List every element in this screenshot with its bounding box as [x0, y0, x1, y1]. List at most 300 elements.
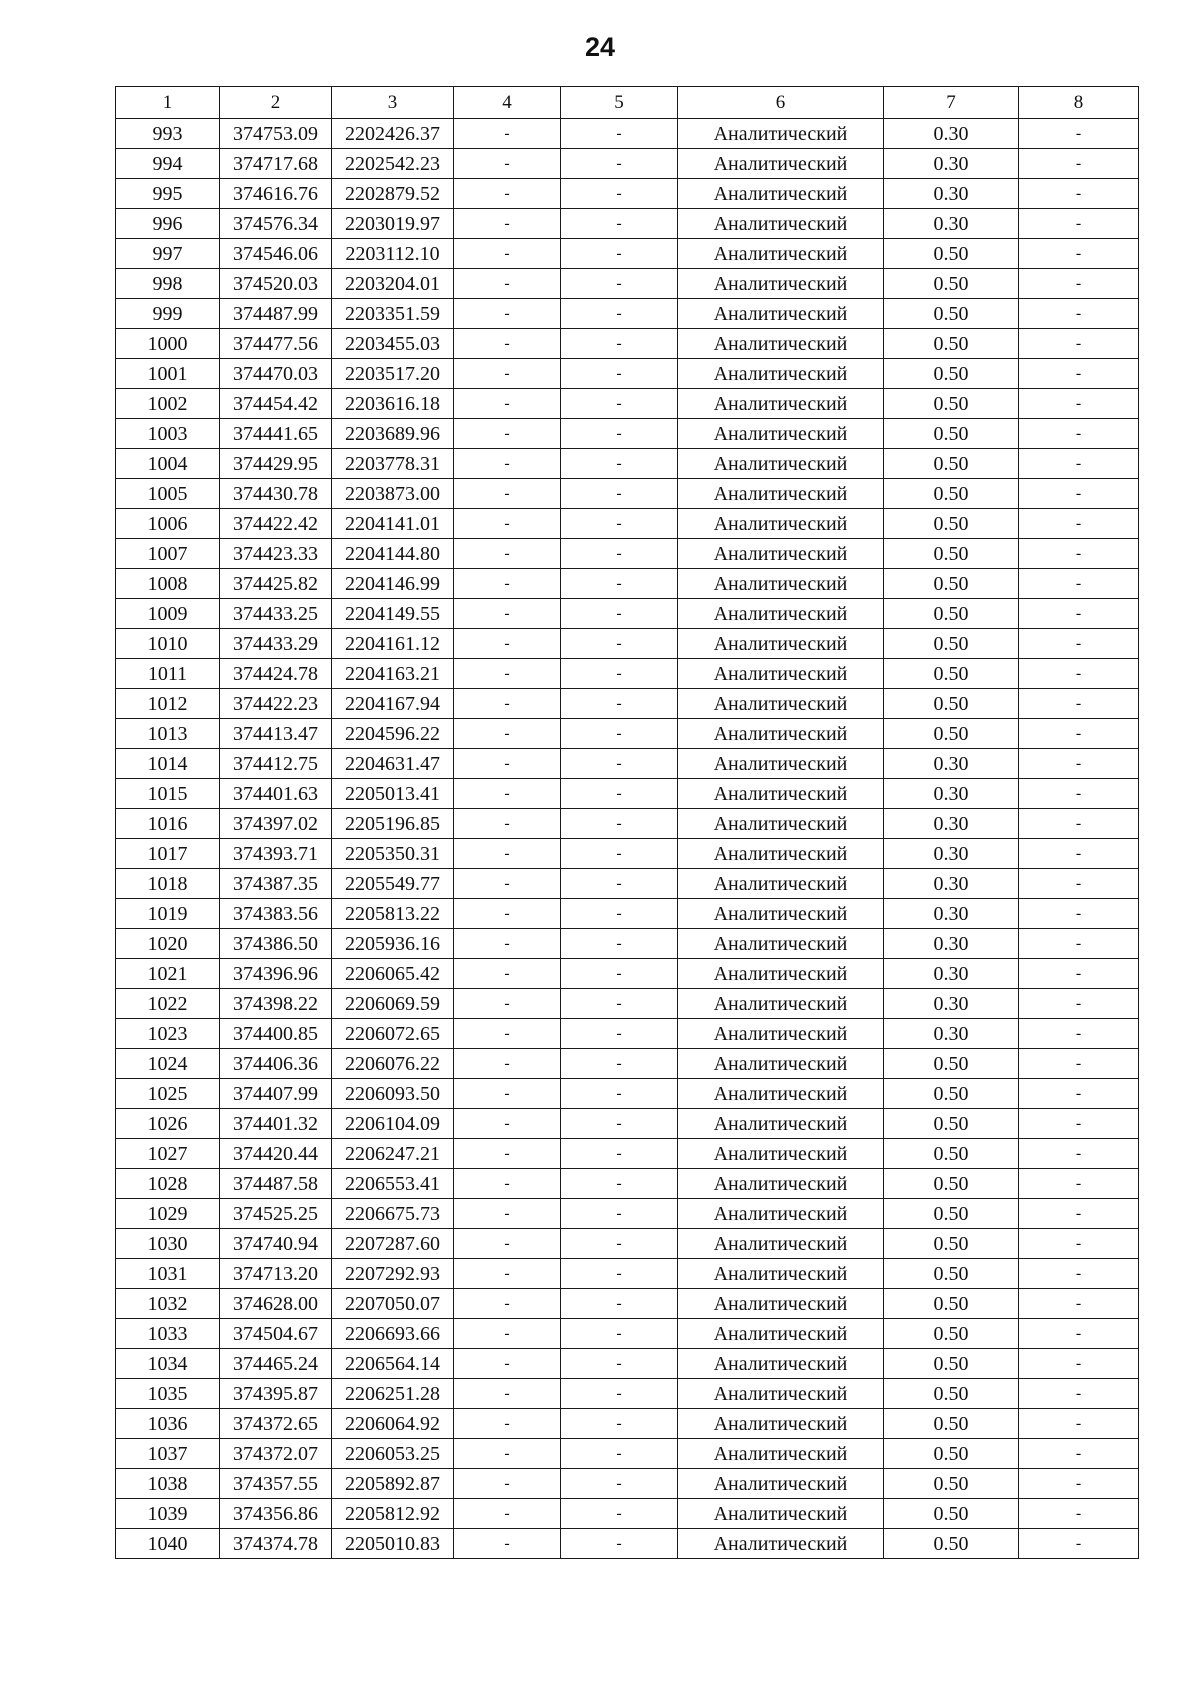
table-cell-col-5: -	[561, 359, 678, 389]
table-cell-col-1: 1021	[116, 959, 220, 989]
table-cell-col-4: -	[454, 509, 561, 539]
table-cell-col-2: 374713.20	[220, 1259, 332, 1289]
table-row	[116, 1289, 1139, 1319]
table-cell-col-5: -	[561, 119, 678, 149]
table-cell-col-3: 2204146.99	[332, 569, 454, 599]
table-row	[116, 1409, 1139, 1439]
table-cell-col-7: 0.30	[884, 149, 1019, 179]
table-cell-col-2: 374386.50	[220, 929, 332, 959]
table-cell-col-7: 0.50	[884, 1259, 1019, 1289]
table-cell-col-1: 1027	[116, 1139, 220, 1169]
table-cell-col-7: 0.50	[884, 1229, 1019, 1259]
table-cell-col-5: -	[561, 1529, 678, 1559]
column-header-5: 5	[561, 87, 678, 119]
table-cell-col-5: -	[561, 899, 678, 929]
table-cell-col-7: 0.30	[884, 839, 1019, 869]
table-cell-col-6: Аналитический	[678, 659, 884, 689]
table-cell-col-1: 1013	[116, 719, 220, 749]
table-cell-col-8: -	[1019, 119, 1139, 149]
table-cell-col-3: 2206053.25	[332, 1439, 454, 1469]
table-cell-col-2: 374616.76	[220, 179, 332, 209]
table-row	[116, 299, 1139, 329]
table-cell-col-6: Аналитический	[678, 569, 884, 599]
table-cell-col-4: -	[454, 1469, 561, 1499]
table-cell-col-5: -	[561, 779, 678, 809]
table-cell-col-5: -	[561, 989, 678, 1019]
table-cell-col-7: 0.30	[884, 989, 1019, 1019]
table-cell-col-8: -	[1019, 149, 1139, 179]
table-cell-col-8: -	[1019, 599, 1139, 629]
table-cell-col-2: 374356.86	[220, 1499, 332, 1529]
table-cell-col-3: 2203616.18	[332, 389, 454, 419]
table-cell-col-6: Аналитический	[678, 539, 884, 569]
column-header-6: 6	[678, 87, 884, 119]
table-cell-col-1: 1002	[116, 389, 220, 419]
table-cell-col-3: 2207292.93	[332, 1259, 454, 1289]
table-row	[116, 809, 1139, 839]
table-cell-col-8: -	[1019, 449, 1139, 479]
table-cell-col-2: 374406.36	[220, 1049, 332, 1079]
table-cell-col-1: 999	[116, 299, 220, 329]
table-cell-col-7: 0.50	[884, 1289, 1019, 1319]
column-header-2: 2	[220, 87, 332, 119]
table-cell-col-7: 0.50	[884, 329, 1019, 359]
table-cell-col-4: -	[454, 749, 561, 779]
table-cell-col-1: 1034	[116, 1349, 220, 1379]
table-cell-col-5: -	[561, 209, 678, 239]
table-cell-col-7: 0.50	[884, 539, 1019, 569]
table-cell-col-6: Аналитический	[678, 1169, 884, 1199]
table-cell-col-5: -	[561, 1109, 678, 1139]
table-cell-col-7: 0.50	[884, 1409, 1019, 1439]
table-cell-col-7: 0.30	[884, 209, 1019, 239]
table-cell-col-5: -	[561, 509, 678, 539]
table-cell-col-1: 1039	[116, 1499, 220, 1529]
table-cell-col-2: 374395.87	[220, 1379, 332, 1409]
table-cell-col-3: 2206675.73	[332, 1199, 454, 1229]
table-cell-col-6: Аналитический	[678, 1109, 884, 1139]
table-cell-col-6: Аналитический	[678, 839, 884, 869]
table-cell-col-4: -	[454, 1079, 561, 1109]
table-cell-col-5: -	[561, 719, 678, 749]
table-cell-col-5: -	[561, 1289, 678, 1319]
table-cell-col-5: -	[561, 959, 678, 989]
table-cell-col-6: Аналитический	[678, 149, 884, 179]
table-cell-col-4: -	[454, 869, 561, 899]
table-cell-col-5: -	[561, 1469, 678, 1499]
table-cell-col-5: -	[561, 1019, 678, 1049]
table-cell-col-1: 994	[116, 149, 220, 179]
table-cell-col-1: 1028	[116, 1169, 220, 1199]
table-cell-col-5: -	[561, 239, 678, 269]
table-cell-col-8: -	[1019, 1079, 1139, 1109]
table-cell-col-6: Аналитический	[678, 359, 884, 389]
table-cell-col-7: 0.50	[884, 629, 1019, 659]
table-cell-col-2: 374401.63	[220, 779, 332, 809]
table-cell-col-8: -	[1019, 1169, 1139, 1199]
table-cell-col-4: -	[454, 809, 561, 839]
column-header-8: 8	[1019, 87, 1139, 119]
page-number: 24	[584, 32, 616, 62]
table-cell-col-2: 374454.42	[220, 389, 332, 419]
table-cell-col-2: 374429.95	[220, 449, 332, 479]
table-row	[116, 1049, 1139, 1079]
table-cell-col-6: Аналитический	[678, 1139, 884, 1169]
table-cell-col-8: -	[1019, 1109, 1139, 1139]
table-row	[116, 179, 1139, 209]
table-cell-col-8: -	[1019, 809, 1139, 839]
table-cell-col-6: Аналитический	[678, 1319, 884, 1349]
table-cell-col-5: -	[561, 629, 678, 659]
table-cell-col-6: Аналитический	[678, 119, 884, 149]
table-cell-col-6: Аналитический	[678, 629, 884, 659]
table-cell-col-6: Аналитический	[678, 269, 884, 299]
table-row	[116, 659, 1139, 689]
table-cell-col-4: -	[454, 269, 561, 299]
table-cell-col-1: 1007	[116, 539, 220, 569]
table-cell-col-7: 0.30	[884, 959, 1019, 989]
table-cell-col-3: 2203351.59	[332, 299, 454, 329]
table-cell-col-5: -	[561, 659, 678, 689]
table-cell-col-3: 2205813.22	[332, 899, 454, 929]
table-cell-col-8: -	[1019, 1139, 1139, 1169]
table-cell-col-6: Аналитический	[678, 1199, 884, 1229]
table-cell-col-3: 2206564.14	[332, 1349, 454, 1379]
table-row	[116, 749, 1139, 779]
table-cell-col-2: 374423.33	[220, 539, 332, 569]
table-cell-col-8: -	[1019, 1379, 1139, 1409]
table-cell-col-3: 2205010.83	[332, 1529, 454, 1559]
table-cell-col-6: Аналитический	[678, 1349, 884, 1379]
table-cell-col-4: -	[454, 389, 561, 419]
table-cell-col-6: Аналитический	[678, 329, 884, 359]
table-cell-col-8: -	[1019, 899, 1139, 929]
table-cell-col-4: -	[454, 929, 561, 959]
table-cell-col-1: 1006	[116, 509, 220, 539]
table-cell-col-2: 374407.99	[220, 1079, 332, 1109]
table-cell-col-8: -	[1019, 659, 1139, 689]
table-row	[116, 569, 1139, 599]
table-cell-col-1: 1032	[116, 1289, 220, 1319]
table-row	[116, 359, 1139, 389]
table-cell-col-5: -	[561, 1439, 678, 1469]
table-cell-col-3: 2206553.41	[332, 1169, 454, 1199]
table-cell-col-7: 0.50	[884, 299, 1019, 329]
table-row	[116, 1259, 1139, 1289]
table-row	[116, 329, 1139, 359]
table-cell-col-4: -	[454, 959, 561, 989]
table-cell-col-5: -	[561, 1199, 678, 1229]
table-row	[116, 689, 1139, 719]
table-body	[116, 119, 1139, 1559]
table-cell-col-8: -	[1019, 1319, 1139, 1349]
table-row	[116, 449, 1139, 479]
table-cell-col-7: 0.50	[884, 1439, 1019, 1469]
table-cell-col-1: 1001	[116, 359, 220, 389]
table-cell-col-5: -	[561, 599, 678, 629]
table-cell-col-6: Аналитический	[678, 1049, 884, 1079]
table-cell-col-3: 2206064.92	[332, 1409, 454, 1439]
table-cell-col-4: -	[454, 1349, 561, 1379]
table-cell-col-7: 0.50	[884, 1469, 1019, 1499]
table-cell-col-3: 2203455.03	[332, 329, 454, 359]
table-row	[116, 869, 1139, 899]
table-cell-col-1: 1038	[116, 1469, 220, 1499]
table-cell-col-5: -	[561, 869, 678, 899]
table-cell-col-1: 1030	[116, 1229, 220, 1259]
table-cell-col-2: 374628.00	[220, 1289, 332, 1319]
table-cell-col-8: -	[1019, 569, 1139, 599]
table-cell-col-3: 2205812.92	[332, 1499, 454, 1529]
table-cell-col-7: 0.50	[884, 689, 1019, 719]
table-cell-col-2: 374717.68	[220, 149, 332, 179]
table-cell-col-4: -	[454, 1109, 561, 1139]
table-cell-col-8: -	[1019, 1019, 1139, 1049]
table-cell-col-2: 374441.65	[220, 419, 332, 449]
table-cell-col-1: 995	[116, 179, 220, 209]
table-cell-col-5: -	[561, 1049, 678, 1079]
table-row	[116, 1079, 1139, 1109]
table-row	[116, 1349, 1139, 1379]
table-cell-col-6: Аналитический	[678, 1529, 884, 1559]
table-cell-col-2: 374425.82	[220, 569, 332, 599]
table-cell-col-6: Аналитический	[678, 929, 884, 959]
table-cell-col-6: Аналитический	[678, 389, 884, 419]
table-cell-col-4: -	[454, 479, 561, 509]
column-header-7: 7	[884, 87, 1019, 119]
table-cell-col-4: -	[454, 449, 561, 479]
table-cell-col-6: Аналитический	[678, 1079, 884, 1109]
table-cell-col-8: -	[1019, 1529, 1139, 1559]
table-cell-col-3: 2204161.12	[332, 629, 454, 659]
table-row	[116, 419, 1139, 449]
table-cell-col-4: -	[454, 1499, 561, 1529]
table-cell-col-6: Аналитический	[678, 1289, 884, 1319]
table-cell-col-2: 374387.35	[220, 869, 332, 899]
table-cell-col-6: Аналитический	[678, 1259, 884, 1289]
table-cell-col-2: 374401.32	[220, 1109, 332, 1139]
table-cell-col-7: 0.30	[884, 869, 1019, 899]
table-cell-col-8: -	[1019, 629, 1139, 659]
table-cell-col-8: -	[1019, 269, 1139, 299]
table-cell-col-1: 1031	[116, 1259, 220, 1289]
table-cell-col-1: 1036	[116, 1409, 220, 1439]
table-cell-col-2: 374430.78	[220, 479, 332, 509]
table-cell-col-5: -	[561, 539, 678, 569]
table-cell-col-1: 1009	[116, 599, 220, 629]
table-cell-col-1: 1035	[116, 1379, 220, 1409]
table-cell-col-6: Аналитический	[678, 809, 884, 839]
table-cell-col-5: -	[561, 1319, 678, 1349]
table-cell-col-1: 1015	[116, 779, 220, 809]
table-cell-col-7: 0.50	[884, 359, 1019, 389]
table-cell-col-3: 2205936.16	[332, 929, 454, 959]
table-cell-col-3: 2202426.37	[332, 119, 454, 149]
table-row	[116, 389, 1139, 419]
table-cell-col-7: 0.50	[884, 1349, 1019, 1379]
table-cell-col-3: 2204596.22	[332, 719, 454, 749]
table-cell-col-7: 0.50	[884, 1499, 1019, 1529]
table-cell-col-7: 0.30	[884, 779, 1019, 809]
table-cell-col-4: -	[454, 179, 561, 209]
table-cell-col-1: 1023	[116, 1019, 220, 1049]
table-cell-col-8: -	[1019, 1469, 1139, 1499]
table-cell-col-5: -	[561, 749, 678, 779]
table-cell-col-7: 0.50	[884, 1139, 1019, 1169]
table-cell-col-7: 0.30	[884, 899, 1019, 929]
table-cell-col-8: -	[1019, 359, 1139, 389]
table-cell-col-8: -	[1019, 719, 1139, 749]
table-cell-col-7: 0.50	[884, 389, 1019, 419]
table-cell-col-5: -	[561, 419, 678, 449]
table-cell-col-7: 0.50	[884, 269, 1019, 299]
table-cell-col-2: 374422.42	[220, 509, 332, 539]
table-cell-col-4: -	[454, 1199, 561, 1229]
table-cell-col-1: 997	[116, 239, 220, 269]
table-cell-col-1: 1020	[116, 929, 220, 959]
table-cell-col-6: Аналитический	[678, 899, 884, 929]
table-cell-col-3: 2203778.31	[332, 449, 454, 479]
table-cell-col-2: 374487.99	[220, 299, 332, 329]
table-cell-col-4: -	[454, 1169, 561, 1199]
table-cell-col-6: Аналитический	[678, 209, 884, 239]
table-cell-col-3: 2204163.21	[332, 659, 454, 689]
table-cell-col-3: 2207050.07	[332, 1289, 454, 1319]
table-cell-col-6: Аналитический	[678, 1229, 884, 1259]
table-cell-col-5: -	[561, 1139, 678, 1169]
table-cell-col-2: 374477.56	[220, 329, 332, 359]
table-cell-col-7: 0.30	[884, 809, 1019, 839]
table-cell-col-6: Аналитический	[678, 239, 884, 269]
table-cell-col-4: -	[454, 149, 561, 179]
table-cell-col-5: -	[561, 1169, 678, 1199]
table-cell-col-1: 998	[116, 269, 220, 299]
table-cell-col-7: 0.50	[884, 239, 1019, 269]
table-cell-col-8: -	[1019, 239, 1139, 269]
table-cell-col-2: 374422.23	[220, 689, 332, 719]
table-cell-col-3: 2202879.52	[332, 179, 454, 209]
table-cell-col-5: -	[561, 449, 678, 479]
table-cell-col-7: 0.50	[884, 1109, 1019, 1139]
table-cell-col-3: 2205549.77	[332, 869, 454, 899]
table-cell-col-5: -	[561, 569, 678, 599]
table-cell-col-2: 374372.65	[220, 1409, 332, 1439]
table-cell-col-3: 2205013.41	[332, 779, 454, 809]
table-cell-col-3: 2206093.50	[332, 1079, 454, 1109]
table-cell-col-6: Аналитический	[678, 749, 884, 779]
table-cell-col-3: 2204141.01	[332, 509, 454, 539]
table-cell-col-4: -	[454, 239, 561, 269]
table-cell-col-7: 0.50	[884, 509, 1019, 539]
table-cell-col-3: 2202542.23	[332, 149, 454, 179]
table-cell-col-3: 2206247.21	[332, 1139, 454, 1169]
table-cell-col-5: -	[561, 299, 678, 329]
table-cell-col-2: 374412.75	[220, 749, 332, 779]
table-cell-col-4: -	[454, 899, 561, 929]
table-row	[116, 1469, 1139, 1499]
table-cell-col-7: 0.50	[884, 1079, 1019, 1109]
table-cell-col-4: -	[454, 689, 561, 719]
table-cell-col-8: -	[1019, 509, 1139, 539]
table-cell-col-4: -	[454, 1139, 561, 1169]
table-cell-col-8: -	[1019, 1049, 1139, 1079]
table-cell-col-1: 1014	[116, 749, 220, 779]
table-cell-col-1: 1003	[116, 419, 220, 449]
table-cell-col-4: -	[454, 1019, 561, 1049]
table-cell-col-2: 374740.94	[220, 1229, 332, 1259]
table-cell-col-2: 374753.09	[220, 119, 332, 149]
table-cell-col-1: 1029	[116, 1199, 220, 1229]
table-cell-col-4: -	[454, 119, 561, 149]
table-cell-col-4: -	[454, 299, 561, 329]
table-cell-col-6: Аналитический	[678, 419, 884, 449]
table-cell-col-5: -	[561, 689, 678, 719]
table-cell-col-4: -	[454, 1049, 561, 1079]
table-row	[116, 1529, 1139, 1559]
table-cell-col-1: 1008	[116, 569, 220, 599]
table-row	[116, 629, 1139, 659]
table-cell-col-5: -	[561, 1079, 678, 1109]
table-row	[116, 1169, 1139, 1199]
table-cell-col-7: 0.50	[884, 1199, 1019, 1229]
table-cell-col-7: 0.50	[884, 1379, 1019, 1409]
table-cell-col-2: 374420.44	[220, 1139, 332, 1169]
table-cell-col-6: Аналитический	[678, 689, 884, 719]
table-cell-col-6: Аналитический	[678, 449, 884, 479]
table-cell-col-2: 374465.24	[220, 1349, 332, 1379]
table-row	[116, 1319, 1139, 1349]
table-cell-col-8: -	[1019, 839, 1139, 869]
table-cell-col-2: 374433.25	[220, 599, 332, 629]
table-cell-col-8: -	[1019, 1409, 1139, 1439]
table-row	[116, 719, 1139, 749]
table-cell-col-5: -	[561, 1409, 678, 1439]
table-cell-col-1: 1025	[116, 1079, 220, 1109]
table-cell-col-4: -	[454, 1529, 561, 1559]
table-cell-col-4: -	[454, 539, 561, 569]
coordinates-table	[115, 86, 1139, 1559]
table-cell-col-5: -	[561, 839, 678, 869]
table-cell-col-1: 1033	[116, 1319, 220, 1349]
table-cell-col-1: 1024	[116, 1049, 220, 1079]
table-cell-col-8: -	[1019, 1229, 1139, 1259]
table-row	[116, 899, 1139, 929]
table-cell-col-2: 374413.47	[220, 719, 332, 749]
table-cell-col-6: Аналитический	[678, 509, 884, 539]
table-row	[116, 989, 1139, 1019]
table-cell-col-4: -	[454, 329, 561, 359]
table-cell-col-8: -	[1019, 299, 1139, 329]
table-cell-col-8: -	[1019, 1199, 1139, 1229]
table-cell-col-8: -	[1019, 539, 1139, 569]
table-cell-col-7: 0.50	[884, 1169, 1019, 1199]
table-cell-col-2: 374393.71	[220, 839, 332, 869]
table-cell-col-2: 374357.55	[220, 1469, 332, 1499]
table-cell-col-1: 1018	[116, 869, 220, 899]
table-cell-col-4: -	[454, 569, 561, 599]
table-cell-col-5: -	[561, 1499, 678, 1529]
table-cell-col-8: -	[1019, 1349, 1139, 1379]
table-cell-col-4: -	[454, 419, 561, 449]
table-cell-col-6: Аналитический	[678, 1439, 884, 1469]
table-cell-col-5: -	[561, 389, 678, 419]
table-row	[116, 1439, 1139, 1469]
table-cell-col-7: 0.50	[884, 569, 1019, 599]
table-cell-col-7: 0.50	[884, 419, 1019, 449]
table-cell-col-6: Аналитический	[678, 1469, 884, 1499]
table-cell-col-2: 374487.58	[220, 1169, 332, 1199]
table-row	[116, 239, 1139, 269]
